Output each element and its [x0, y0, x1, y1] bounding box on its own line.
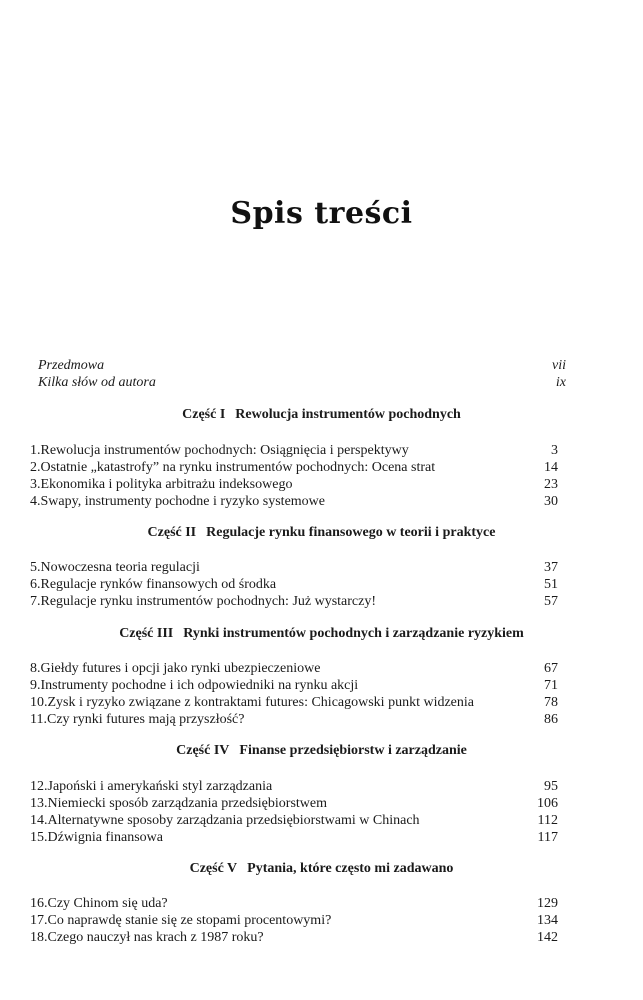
toc-entry	[30, 442, 558, 459]
entry-label: 5.Nowoczesna teoria regulacji	[30, 560, 200, 575]
toc-entry	[30, 711, 558, 728]
toc-entry	[30, 593, 558, 610]
part-title: Finanse przedsiębiorstw i zarządzanie	[239, 743, 467, 758]
part-heading	[0, 407, 643, 423]
entry-label: 16.Czy Chinom się uda?	[30, 896, 168, 911]
entry-label: 13.Niemiecki sposób zarządzania przedsiębiorstwem	[30, 796, 328, 811]
entry-label: 8.Giełdy futures i opcji jako rynki ubezpieczeniowe	[30, 661, 321, 676]
toc-entry	[30, 912, 558, 929]
part-heading	[0, 525, 643, 541]
entry-page: 142	[537, 930, 558, 945]
entry-page: 129	[537, 896, 558, 911]
toc-entry	[30, 459, 558, 476]
entry-page: 14	[544, 460, 558, 475]
toc-entry	[30, 576, 558, 593]
entry-page: 117	[537, 830, 558, 845]
entry-label: Przedmowa	[38, 358, 105, 373]
toc-entry	[30, 795, 558, 812]
toc-entry	[30, 559, 558, 576]
entry-label: 6.Regulacje rynków finansowych od środka	[30, 577, 277, 592]
toc-front-entry	[38, 357, 566, 374]
part-label: Część V	[189, 861, 238, 876]
entry-page: 67	[544, 661, 558, 676]
entry-page: 86	[544, 712, 558, 727]
entry-label: 17.Co naprawdę stanie się ze stopami procentowymi?	[30, 913, 332, 928]
toc-entry	[30, 660, 558, 677]
entry-page: 95	[544, 779, 558, 794]
entry-label: 2.Ostatnie „katastrofy” na rynku instrumentów pochodnych: Ocena strat	[30, 460, 436, 475]
entry-label: Kilka słów od autora	[38, 375, 156, 390]
entry-page: 106	[537, 796, 558, 811]
entry-page: 23	[544, 477, 558, 492]
toc-entry	[30, 812, 558, 829]
entry-page: ix	[555, 375, 566, 390]
entry-label: 7.Regulacje rynku instrumentów pochodnych: Już wystarczy!	[30, 594, 377, 609]
entry-label: 12.Japoński i amerykański styl zarządzania	[30, 779, 273, 794]
toc-entry	[30, 829, 558, 846]
entry-page: 3	[551, 443, 558, 458]
toc-entry	[30, 476, 558, 493]
part-title: Rewolucja instrumentów pochodnych	[235, 407, 461, 422]
entry-label: 14.Alternatywne sposoby zarządzania przedsiębiorstwami w Chinach	[30, 813, 420, 828]
entry-label: 11.Czy rynki futures mają przyszłość?	[30, 712, 245, 727]
entry-page: 134	[537, 913, 558, 928]
part-heading	[0, 626, 643, 642]
toc-entry	[30, 929, 558, 946]
entry-page: 57	[544, 594, 558, 609]
entry-label: 15.Dźwignia finansowa	[30, 830, 163, 845]
page-title: Spis treści	[230, 196, 413, 231]
part-title: Regulacje rynku finansowego w teorii i praktyce	[206, 525, 496, 540]
entry-label: 1.Rewolucja instrumentów pochodnych: Osiągnięcia i perspektywy	[30, 443, 409, 458]
entry-label: 4.Swapy, instrumenty pochodne i ryzyko systemowe	[30, 494, 325, 509]
toc-entry	[30, 778, 558, 795]
toc-entry	[30, 895, 558, 912]
part-title: Pytania, które często mi zadawano	[247, 861, 454, 876]
part-heading	[0, 743, 643, 759]
toc-front-entry	[38, 374, 566, 391]
toc-entry	[30, 677, 558, 694]
part-title: Rynki instrumentów pochodnych i zarządzanie ryzykiem	[183, 626, 524, 641]
entry-page: vii	[552, 358, 566, 373]
toc-entry	[30, 493, 558, 510]
part-label: Część I	[182, 407, 226, 422]
entry-label: 10.Zysk i ryzyko związane z kontraktami futures: Chicagowski punkt widzenia	[30, 695, 474, 710]
entry-page: 71	[544, 678, 558, 693]
part-label: Część III	[119, 626, 174, 641]
entry-page: 30	[544, 494, 558, 509]
entry-label: 18.Czego nauczył nas krach z 1987 roku?	[30, 930, 264, 945]
entry-page: 37	[544, 560, 558, 575]
entry-page: 78	[544, 695, 558, 710]
part-label: Część IV	[176, 743, 230, 758]
toc-entry	[30, 694, 558, 711]
part-label: Część II	[147, 525, 197, 540]
part-heading	[0, 861, 643, 877]
entry-label: 3.Ekonomika i polityka arbitrażu indeksowego	[30, 477, 293, 492]
entry-page: 112	[537, 813, 558, 828]
entry-page: 51	[544, 577, 558, 592]
entry-label: 9.Instrumenty pochodne i ich odpowiedniki na rynku akcji	[30, 678, 359, 693]
